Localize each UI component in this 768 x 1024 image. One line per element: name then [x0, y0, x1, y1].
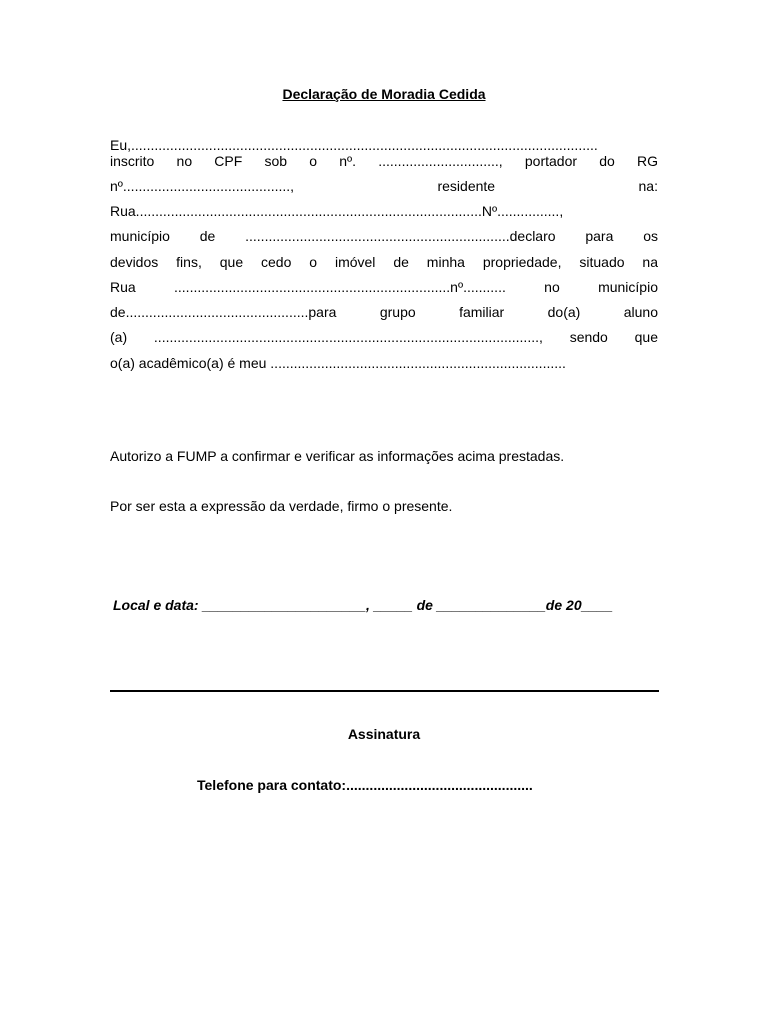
- declaration-line-9: (a) ..................................................................................................., sendo que: [110, 329, 658, 345]
- declaration-line-10: o(a) acadêmico(a) é meu ............................................................................: [110, 355, 566, 371]
- truth-statement: Por ser esta a expressão da verdade, firmo o presente.: [110, 498, 453, 514]
- local-date-field: Local e data: _____________________, _____ de ______________de 20____: [113, 597, 613, 613]
- declaration-line-6: devidos fins, que cedo o imóvel de minha propriedade, situado na: [110, 254, 658, 270]
- declaration-line-4: Rua.........................................................................................Nº................,: [110, 203, 564, 219]
- declaration-line-2: inscrito no CPF sob o nº. ..............................., portador do RG: [110, 153, 658, 169]
- signature-line: [110, 690, 659, 692]
- phone-contact-field: Telefone para contato:................................................: [197, 777, 533, 793]
- declaration-line-1: Eu,........................................................................................................................: [110, 137, 598, 153]
- authorization-statement: Autorizo a FUMP a confirmar e verificar as informações acima prestadas.: [110, 448, 565, 464]
- declaration-line-3: nº..........................................., residente na:: [110, 178, 658, 194]
- declaration-line-7: Rua .......................................................................nº........... no município: [110, 279, 658, 295]
- signature-label: Assinatura: [347, 726, 421, 742]
- document-title: Declaração de Moradia Cedida: [282, 86, 486, 102]
- declaration-line-5: município de ....................................................................declaro para os: [110, 228, 658, 244]
- declaration-line-8: de...............................................para grupo familiar do(a) aluno: [110, 304, 658, 320]
